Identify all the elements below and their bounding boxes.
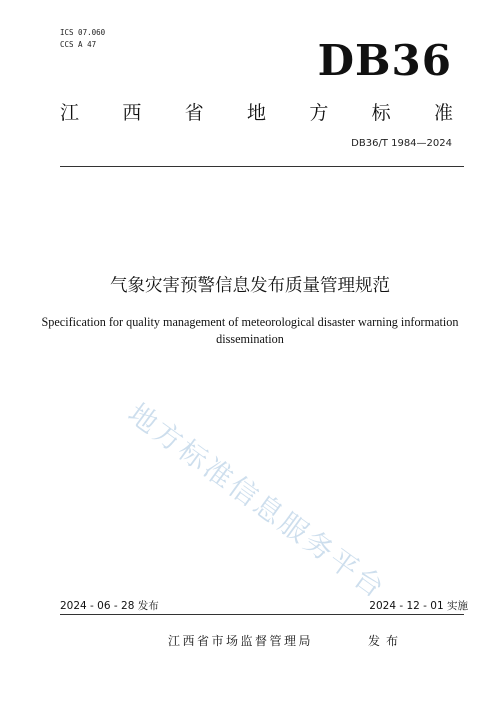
title-chinese: 气象灾害预警信息发布质量管理规范 [110,276,390,296]
watermark: 地方标准信息服务平台 [122,396,393,606]
standard-type-char: 地 [246,102,266,124]
title-english: Specification for quality management of meteorological disaster warning information dissemination [41,315,459,346]
ccs-code: CCS A 47 [60,40,97,49]
publish-date: 2024 - 06 - 28 发布 [60,600,159,612]
standard-type-char: 方 [309,102,329,124]
footer-divider [60,614,464,615]
standard-type-char: 准 [433,102,453,124]
standard-type-char: 江 [60,102,80,124]
issue-label: 发布 [368,634,405,648]
standard-type [60,98,453,125]
standard-code: DB36 [317,36,452,85]
standard-type-char: 省 [184,102,204,124]
ics-code: ICS 07.060 [60,28,106,37]
implement-date: 2024 - 12 - 01 实施 [369,600,468,612]
header-divider [60,166,464,167]
standard-type-char: 西 [122,102,142,124]
standard-type-char: 标 [371,102,391,124]
document-number: DB36/T 1984—2024 [351,138,452,149]
issuing-authority: 江西省市场监督管理局 [168,634,314,648]
